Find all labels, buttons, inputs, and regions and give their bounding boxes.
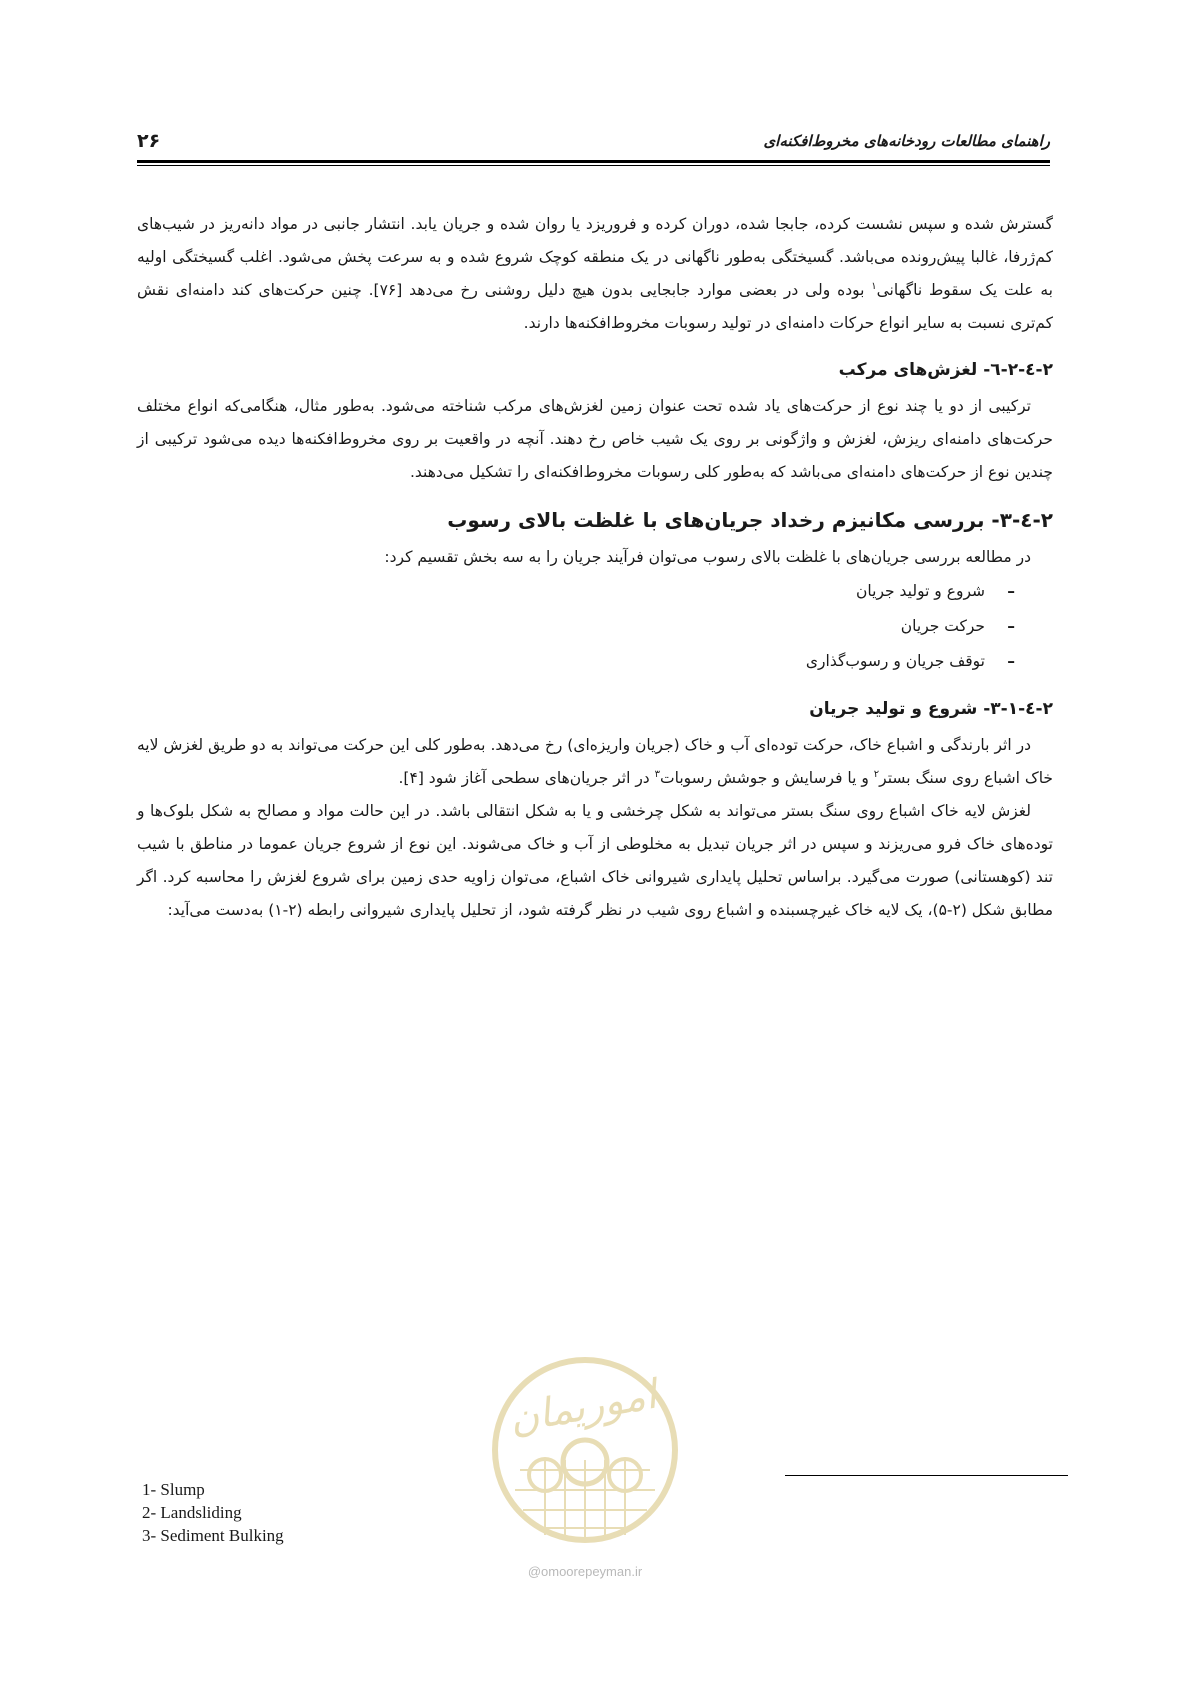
- section-heading: ۲-٤-۲-٦- لغزش‌های مرکب: [838, 360, 1053, 380]
- list-item: – توقف جریان و رسوب‌گذاری: [137, 644, 1015, 679]
- footnotes: [142, 1478, 284, 1547]
- section-heading: ۲-٤-۳-۱- شروع و تولید جریان: [809, 699, 1053, 719]
- footnote-ref: ۳: [654, 768, 661, 780]
- list-item: – شروع و تولید جریان: [137, 574, 1015, 609]
- footnote-rule: [785, 1475, 1068, 1476]
- watermark-url: @omoorepeyman.ir: [527, 1564, 643, 1579]
- footnote-ref: ۲: [873, 768, 880, 780]
- paragraph: در مطالعه بررسی جریان‌های با غلظت بالای رسوب می‌توان فرآیند جریان را به سه بخش تقسیم کرد:: [384, 548, 1031, 566]
- header-rule-thin: [137, 165, 1050, 166]
- dash-list: [137, 574, 1053, 679]
- body-text: [137, 208, 1053, 927]
- paragraph: لغزش لایه خاک اشباع روی سنگ بستر می‌تواند به شکل چرخشی و یا به شکل انتقالی باشد. در این حالت مواد و مصالح به شکل بلوک‌ها و توده‌های خاک فرو می‌ریزند و سپس در اثر جریان تبدیل به مخلوطی از آب و خاک می‌شوند. این نوع از شروع جریان عموما در مناطق با شیب تند (کوهستانی) صورت می‌گیرد. براساس تحلیل پایداری شیروانی خاک اشباع، می‌توان زاویه حدی زمین برای شروع لغزش را محاسبه کرد. اگر مطابق شکل (۲-۵)، یک لایه خاک غیرچسبنده و اشباع روی شیب در نظر گرفته شود، از تحلیل پایداری شیروانی رابطه (۲-۱) به‌دست می‌آید:: [137, 802, 1053, 919]
- paragraph: گسترش شده و سپس نشست کرده، جابجا شده، دوران کرده و فروریزد یا روان شده و جریان یابد. انتشار جانبی در مواد دانه‌ریز در شیب‌های کم‌ژرفا، غالبا پیش‌رونده می‌باشد. گسیختگی به‌طور ناگهانی در یک منطقه کوچک شروع شده و به سرعت پخش می‌شود. اغلب گسیختگی اولیه به علت یک سقوط ناگهانی$^۱$ بوده ولی در بعضی موارد جابجایی بدون هیچ دلیل روشنی رخ می‌دهد [۷۶]. چنین حرکت‌های کند دامنه‌ای نقش کم‌تری نسبت به سایر انواع حرکات دامنه‌ای در تولید رسوبات مخروط‌افکنه‌ها دارند.: [137, 215, 1053, 332]
- paragraph: ترکیبی از دو یا چند نوع از حرکت‌های یاد شده تحت عنوان زمین لغزش‌های مرکب شناخته می‌شود. به‌طور مثال، هنگامی‌که انواع مختلف حرکت‌های دامنه‌ای ریزش، لغزش و واژگونی بر روی یک شیب خاص رخ دهند. آنچه در واقعیت بر روی مخروط‌افکنه‌ها دیده می‌شود ترکیبی از چندین نوع از حرکت‌های دامنه‌ای می‌باشد که به‌طور کلی رسوبات مخروط‌افکنه‌ای را تشکیل می‌دهند.: [137, 397, 1053, 481]
- list-item: – حرکت جریان: [137, 609, 1015, 644]
- paragraph: در اثر بارندگی و اشباع خاک، حرکت توده‌ای آب و خاک (جریان واریزه‌ای) رخ می‌دهد. به‌طور کلی این حرکت می‌تواند به دو طریق لغزش لایه خاک اشباع روی سنگ بستر$^۲$ و یا فرسایش و جوشش رسوبات$^۳$ در اثر جریان‌های سطحی آغاز شود [۴].: [137, 736, 1053, 787]
- running-title: راهنمای مطالعات رودخانه‌های مخروط‌افکنه‌ای: [763, 132, 1050, 150]
- footnote: 2- Landsliding: [142, 1503, 242, 1522]
- page-number: ۲۶: [137, 130, 161, 152]
- header-rule-thick: [137, 160, 1050, 163]
- watermark-logo: [485, 1350, 685, 1590]
- svg-text:اموریمان: اموریمان: [505, 1371, 660, 1443]
- seal-icon: [485, 1350, 685, 1560]
- footnote: 1- Slump: [142, 1480, 205, 1499]
- footnote-ref: ۱: [871, 280, 877, 292]
- page-header: [137, 118, 1050, 168]
- section-heading: ۲-٤-۳- بررسی مکانیزم رخداد جریان‌های با غلظت بالای رسوب: [447, 508, 1053, 532]
- footnote: 3- Sediment Bulking: [142, 1526, 284, 1545]
